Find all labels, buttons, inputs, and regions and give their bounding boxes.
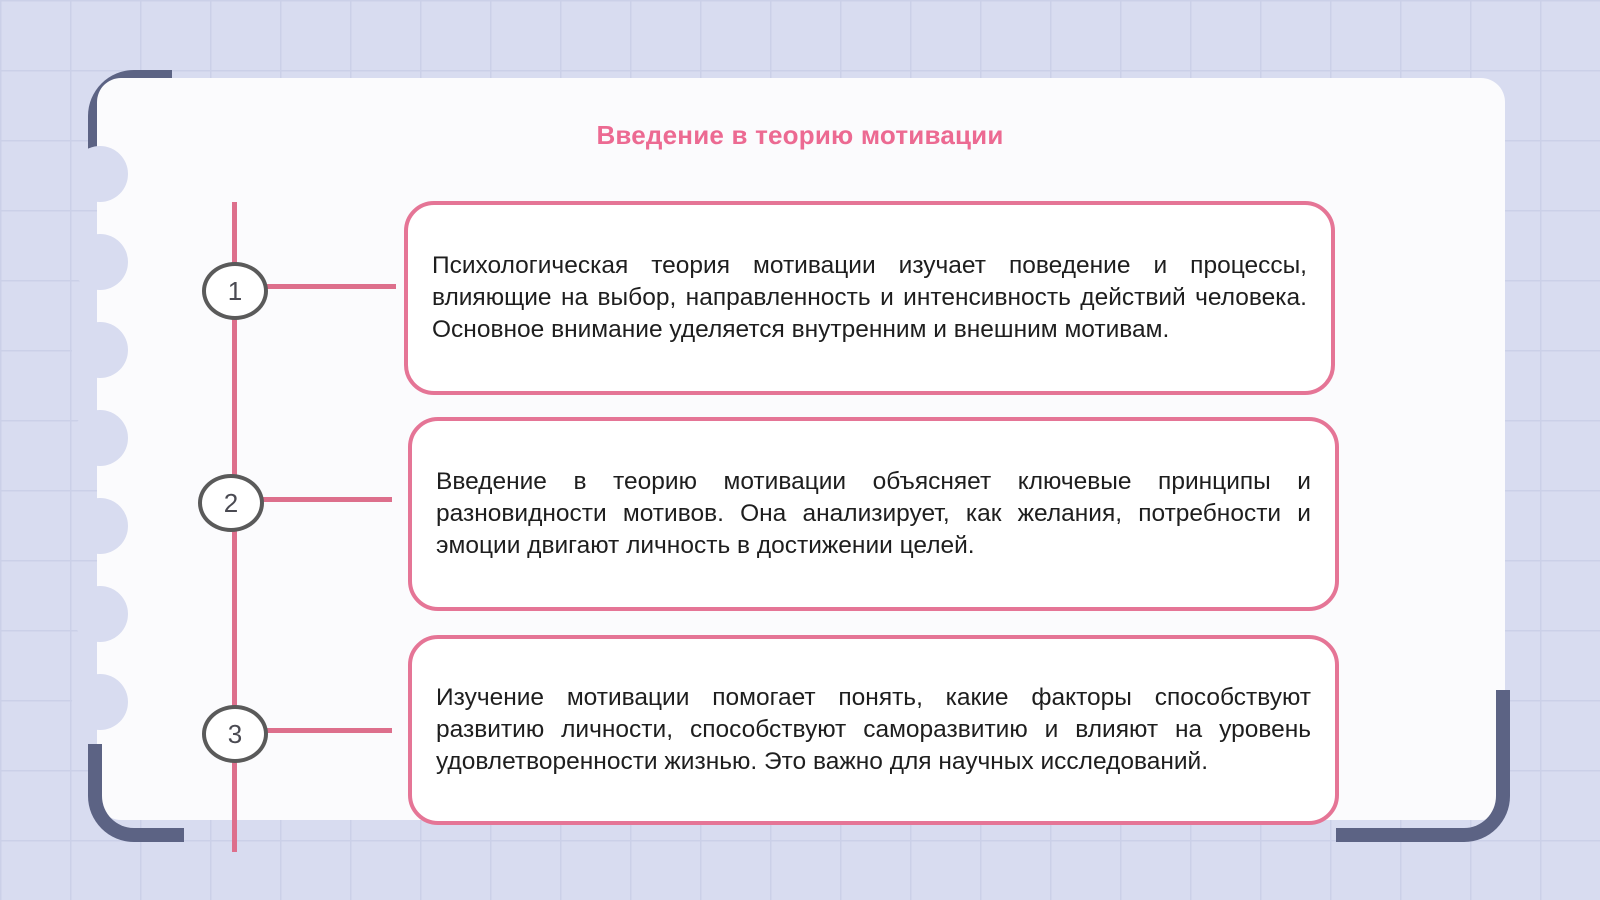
step-card-1: [404, 201, 1335, 395]
slide-title: Введение в теорию мотивации: [596, 120, 1004, 150]
step-card-text: Изучение мотивации помогает понять, какие факторы способствуют развитию личности, способствуют саморазвитию и влияют на уровень удовлетворенности жизнью. Это важно для научных исследований.: [436, 684, 1311, 775]
corner-bracket-bottom-right: [1336, 690, 1510, 842]
sheet-edge-notch: [72, 234, 128, 290]
step-connector: [262, 497, 392, 502]
step-number-3: 3: [202, 705, 268, 763]
sheet-edge-notch: [72, 146, 128, 202]
corner-bracket-bottom-left: [88, 744, 184, 842]
step-card-3: [408, 635, 1339, 825]
step-connector: [266, 284, 396, 289]
sheet-edge-notch: [72, 410, 128, 466]
step-number-1: 1: [202, 262, 268, 320]
step-card-2: [408, 417, 1339, 611]
step-connector: [266, 728, 392, 733]
step-card-text: Психологическая теория мотивации изучает поведение и процессы, влияющие на выбор, направленность и интенсивность действий человека. Основное внимание уделяется внутренним и внешним мотивам.: [432, 252, 1307, 343]
sheet-edge-notch: [72, 586, 128, 642]
sheet-edge-notch: [72, 322, 128, 378]
step-card-text: Введение в теорию мотивации объясняет ключевые принципы и разновидности мотивов. Она анализирует, как желания, потребности и эмоции двигают личность в достижении целей.: [436, 468, 1311, 559]
step-number-2: 2: [198, 474, 264, 532]
sheet-edge-notch: [72, 674, 128, 730]
sheet-edge-notch: [72, 498, 128, 554]
